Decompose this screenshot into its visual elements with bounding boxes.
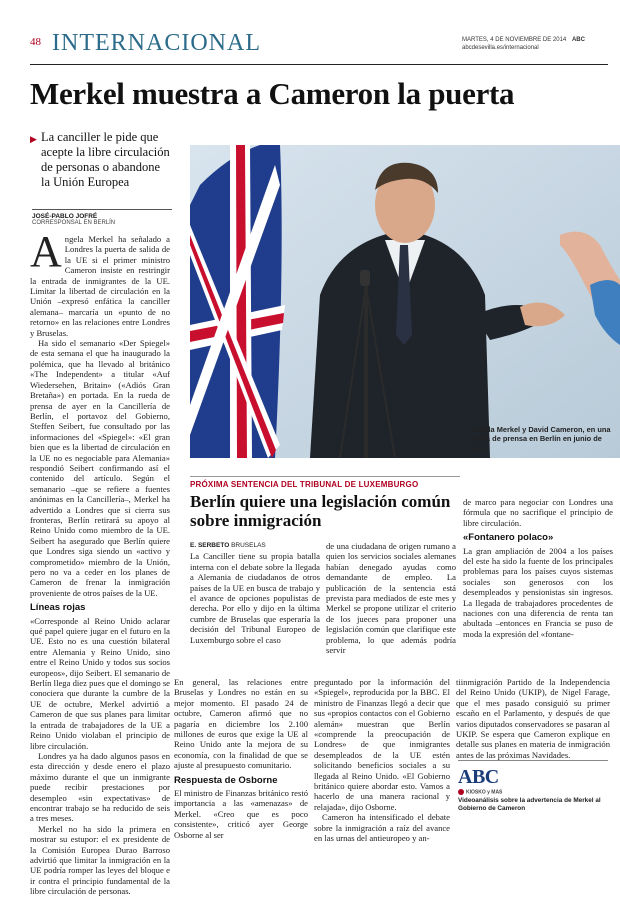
article-column-2	[174, 677, 308, 840]
sidebar-column-3	[463, 497, 613, 639]
paragraph: La Canciller tiene su propia batalla interna con el debate sobre la llegada a Alemania de ciudadanos de otros países de la UE en busca de trabajo y el avance de opciones populistas de derecha. Por ello y dijo en la última cumbre de Bruselas que esperaría la decisión del Tribunal Europeo de Luxemburgo sobre el caso	[190, 551, 320, 645]
paragraph: Ha sido el semanario «Der Spiegel» de esta semana el que ha inaugurado la polémica, que ha llevado al británico «The Independent» a titular «Auf Wiedersehen, Britain» («Adiós Gran Bretaña») en portada. En la rueda de prensa de ayer en la Cancillería de Berlín, el portavoz del Gobierno, Steffen Seibert, fue consultado por las informaciones del «Spiegel»: «El gran bien que es la libertad de circulación en la UE no es negociable para Alemania» respondió Seibert confirmando así el contenido del artículo. Según el semanario –que se refiere a fuentes anónimas en la Cancillería–, Merkel ha advertido a Londres que si cierra sus fronteras, Berlín retirará su apoyo al Reino Unido como miembro de la UE. Seibert ha asegurado que Berlín quiere que Londres siga siendo un «activo y comprometido» miembro de la Unión, pero no va a ceder en los planes de Cameron de frenar la inmigración proveniente de otros países de la UE.	[30, 338, 170, 598]
union-jack-flag	[190, 145, 285, 458]
sidebar-kicker: PRÓXIMA SENTENCIA DEL TRIBUNAL DE LUXEMBURGO	[190, 476, 460, 489]
subhead-lineas-rojas: Líneas rojas	[30, 602, 86, 614]
promo-note[interactable]: Videoanálisis sobre la advertencia de Merkel al Gobierno de Cameron	[458, 797, 601, 812]
paragraph: Cameron ha intensificado el debate sobre la inmigración a raíz del avance en las urnas del antieuropeo y an-	[314, 812, 450, 844]
brand-label: ABC	[571, 37, 585, 43]
paragraph: tiinmigración Partido de la Independencia del Reino Unido (UKIP), de Nigel Farage, que el mes pasado consiguió su primer escaño en el Parlamento, y después de que varios diputados conservadores se pasaran al UKIP. Se espera que Cameron explique en detalle sus planes en materia de inmigración antes de las próximas Navidades.	[456, 677, 610, 760]
subhead-osborne: Respuesta de Osborne	[174, 774, 278, 786]
paragraph: de marco para negociar con Londres una fórmula que no sacrifique el principio de libre circulación.	[463, 497, 613, 528]
kiosko-tag: KIOSKO y MAS	[458, 789, 502, 795]
paragraph: En general, las relaciones entre Bruselas y Londres no están en su mejor momento. El pasado 24 de octubre, Cameron afirmó que no pagaría en diciembre los 2.100 millones de euros que exige la UE al Reino Unido ante la mejora de su economía, con la finalidad de que se ajuste al presupuesto comunitario.	[174, 677, 308, 771]
paragraph: Angela Merkel ha señalado a Londres la puerta de salida de la UE si el primer ministro Cameron insiste en restringir la entrada de inmigrantes de la UE. Limitar la libertad de circulación en la Unión –expresó enfática la canciller alemana– marcaría un «punto de no retorno» en las relaciones entre Londres y Bruselas.	[30, 227, 170, 338]
header-divider	[30, 64, 608, 65]
page-number: 48	[30, 36, 41, 48]
main-headline: Merkel muestra a Cameron la puerta	[30, 76, 515, 111]
sidebar-headline: Berlín quiere una legislación común sobre inmigración	[190, 492, 451, 530]
dek-text: La canciller le pide que acepte la libre circulación de personas o abandone la Unión Europea	[41, 130, 170, 189]
kiosko-icon	[458, 789, 464, 795]
subhead-fontanero: «Fontanero polaco»	[463, 532, 554, 544]
photo-caption: Angela Merkel y David Cameron, en una rueda de prensa en Berlín en junio de 2012	[470, 425, 611, 452]
byline-name: JOSÉ-PABLO JOFRÉ	[32, 213, 98, 220]
photo-illustration	[190, 145, 620, 458]
article-column-3	[314, 677, 450, 844]
article-column-1	[30, 227, 170, 897]
article-byline	[32, 209, 172, 226]
sidebar-byline	[190, 541, 320, 551]
paragraph: La gran ampliación de 2004 a los países del este ha sido la fuente de los principales problemas para los países cuyos sistemas sociales son generosos con los desempleados y pensionistas sin ingresos. La llegada de trabajadores procedentes de naciones con una diferencia de renta tan abultada –entonces en Francia se puso de moda la expresión del «fontane-	[463, 545, 613, 639]
dropcap: A	[30, 227, 62, 276]
paragraph: Londres ya ha dado algunos pasos en esta dirección y desde enero el plazo máximo durante el que un inmigrante puede recibir prestaciones por desempleo «sin expectativas» de encontrar trabajo se ha reducido de seis a tres meses.	[30, 750, 170, 824]
abc-logo[interactable]: ABC	[458, 766, 499, 788]
issue-date: MARTES, 4 DE NOVIEMBRE DE 2014	[462, 37, 567, 43]
page-header	[30, 30, 610, 60]
sidebar-column-2	[326, 541, 456, 655]
sidebar-column-1	[190, 541, 320, 645]
promo-divider	[458, 760, 608, 761]
paragraph: El ministro de Finanzas británico restó importancia a las «amenazas» de Merkel. «Creo que es poco consistente», criticó ayer George Osborne al ser	[174, 788, 308, 840]
paragraph: «Corresponde al Reino Unido aclarar qué papel quiere jugar en el futuro en la UE. Esto no es una cuestión bilateral entre Alemania y Reino Unido, sino entre el Reino Unido y todos sus socios europeos», dijo Seibert. El semanario de Berlín llega diez pues que el domingo se conociera que durante la cumbre de la UE de octubre, Merkel advirtió a Cameron de que sus planes para limitar la entrada de trabajadores de la UE a Reino Unido violaban el principio de libre circulación.	[30, 615, 170, 751]
paragraph: preguntado por la información del «Spiegel», reproducida por la BBC. El ministro de Finanzas llegó a decir que sus «propios contactos con el Gobierno alemán» muestran que Berlín «comprende la preocupación de Londres» de que inmigrantes desempleados de la UE estén solicitando beneficios sociales a su llegada al Reino Unido. «El Gobierno británico quiere abordar esto. Vamos a hacerlo de una manera racional y relajada», dijo Osborne.	[314, 677, 450, 812]
article-column-4	[456, 677, 610, 760]
byline-role: CORRESPONSAL EN BERLÍN	[32, 220, 116, 226]
dateline	[462, 36, 602, 52]
article-dek	[30, 130, 170, 190]
paragraph: de una ciudadana de origen rumano a quien los servicios sociales alemanes habían denegado ayudas como demandante de empleo. La publicación de la sentencia está prevista para mediados de este mes y Merkel se propone utilizar el criterio de los jueces para proponer una legislación común que clarifique este problema, lo que además podría servir	[326, 541, 456, 656]
arrow-icon: ▶	[30, 134, 37, 144]
section-title: INTERNACIONAL	[52, 30, 261, 56]
paragraph: Merkel no ha sido la primera en mostrar su estupor: el ex presidente de la Comisión Europea Durao Barroso advirtió que limitar la inmigración en la UE podría romper las leyes del bloque e ir contra el principio fundamental de la libre circulación de personas.	[30, 823, 170, 897]
photo-merkel-cameron	[190, 145, 620, 458]
sidebar-byline-name: E. SERBETO	[190, 542, 230, 549]
section-url[interactable]: abcdesevilla.es/internacional	[462, 45, 539, 51]
sidebar-byline-place: BRUSELAS	[231, 542, 266, 549]
